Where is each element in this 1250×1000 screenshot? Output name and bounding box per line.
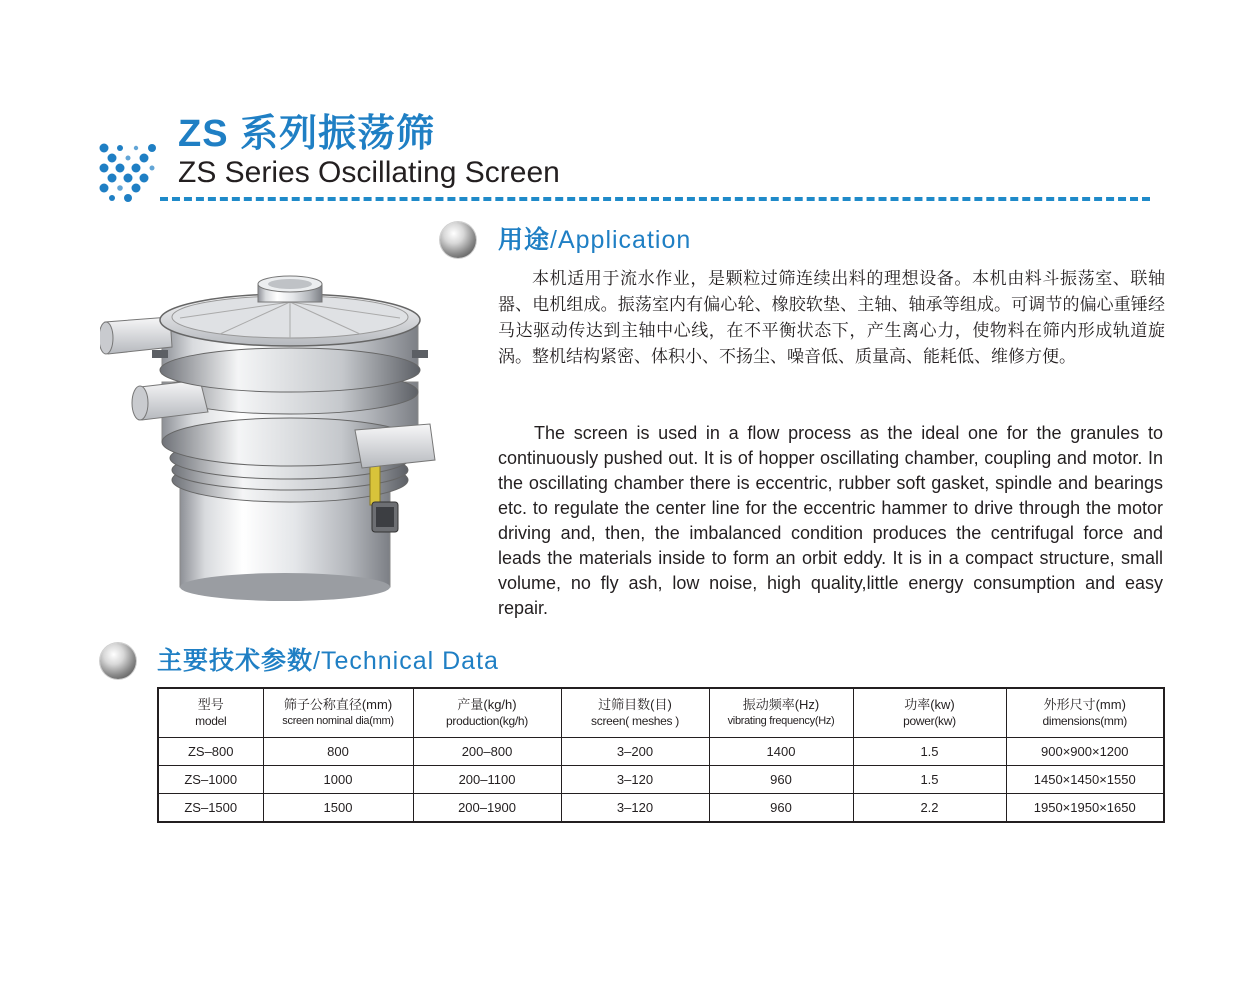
- oscillating-screen-machine-image: [100, 262, 445, 614]
- technical-heading-cn: 主要技术参数: [157, 647, 314, 675]
- table-cell: 200–1100: [413, 766, 561, 794]
- table-header-row: [158, 688, 1164, 738]
- table-cell: 1500: [263, 794, 413, 823]
- table-cell: 800: [263, 738, 413, 766]
- table-cell: 900×900×1200: [1006, 738, 1164, 766]
- column-header-cn: 筛子公称直径(mm): [283, 697, 393, 712]
- column-header: [1006, 688, 1164, 738]
- sphere-bullet-icon: [100, 643, 136, 679]
- column-header-cn: 产量(kg/h): [457, 697, 517, 712]
- table-row: [158, 794, 1164, 823]
- table-cell: 3–120: [561, 766, 709, 794]
- table-cell: ZS–1000: [158, 766, 263, 794]
- column-header: [709, 688, 853, 738]
- column-header: [263, 688, 413, 738]
- application-text-cn: 本机适用于流水作业，是颗粒过筛连续出料的理想设备。本机由料斗振荡室、联轴器、电机组成。振荡室内有偏心轮、橡胶软垫、主轴、轴承等组成。可调节的偏心重锤经马达驱动传达到主轴中心线，在不平衡状态下，产生离心力，使物料在筛内形成轨道旋涡。整机结构紧密、体积小、不扬尘、噪音低、质量高、能耗低、维修方便。: [498, 269, 1165, 366]
- application-text-en: The screen is used in a flow process as the ideal one for the granules to continuously pushed out. It is of hopper oscillating chamber, coupling and motor. In the oscillating chamber there is eccentric, rubber soft gasket, spindle and bearings etc. to regulate the center line for the eccentric hammer to drive through the motor driving and, then, the imbalanced condition produces the centrifugal force and leads the materials inside to form an orbit eddy. It is in a compact structure, small volume, no fly ash, low noise, high quality,little energy consumption and easy repair.: [498, 423, 1163, 618]
- application-heading-cn: 用途: [498, 226, 551, 254]
- table-cell: 960: [709, 766, 853, 794]
- column-header-cn: 过筛目数(目): [598, 697, 672, 712]
- table-cell: 1.5: [853, 766, 1006, 794]
- table-cell: 3–200: [561, 738, 709, 766]
- technical-data-table: [157, 687, 1165, 823]
- table-cell: ZS–1500: [158, 794, 263, 823]
- table-cell: 200–1900: [413, 794, 561, 823]
- column-header-cn: 外形尺寸(mm): [1043, 697, 1126, 712]
- table-cell: 1.5: [853, 738, 1006, 766]
- column-header-cn: 型号: [197, 697, 224, 712]
- column-header-en: vibrating frequency(Hz): [727, 715, 835, 727]
- column-header: [853, 688, 1006, 738]
- table-cell: ZS–800: [158, 738, 263, 766]
- column-header-en: production(kg/h): [446, 714, 528, 728]
- column-header-en: screen( meshes ): [591, 714, 679, 728]
- column-header-en: dimensions(mm): [1042, 714, 1127, 728]
- table-cell: 1400: [709, 738, 853, 766]
- dot-grid-logo-icon: [96, 140, 160, 204]
- application-heading-en: /Application: [550, 226, 692, 254]
- column-header: [561, 688, 709, 738]
- column-header-en: model: [195, 714, 227, 728]
- table-cell: 3–120: [561, 794, 709, 823]
- table-cell: 200–800: [413, 738, 561, 766]
- table-cell: 1950×1950×1650: [1006, 794, 1164, 823]
- column-header-en: power(kw): [903, 714, 956, 728]
- sphere-bullet-icon: [440, 222, 476, 258]
- application-heading: [498, 225, 691, 255]
- column-header-cn: 功率(kw): [904, 697, 955, 712]
- column-header: [158, 688, 263, 738]
- page-title-en: ZS Series Oscillating Screen: [178, 156, 560, 189]
- technical-heading: [157, 646, 499, 676]
- table-cell: 1450×1450×1550: [1006, 766, 1164, 794]
- technical-heading-en: /Technical Data: [313, 647, 499, 675]
- column-header-cn: 振动频率(Hz): [742, 697, 820, 712]
- table-row: [158, 766, 1164, 794]
- column-header-en: screen nominal dia(mm): [282, 715, 394, 727]
- table-cell: 1000: [263, 766, 413, 794]
- column-header: [413, 688, 561, 738]
- table-row: [158, 738, 1164, 766]
- page-title-cn: ZS 系列振荡筛: [178, 113, 436, 155]
- title-divider: [160, 197, 1150, 201]
- table-cell: 960: [709, 794, 853, 823]
- table-cell: 2.2: [853, 794, 1006, 823]
